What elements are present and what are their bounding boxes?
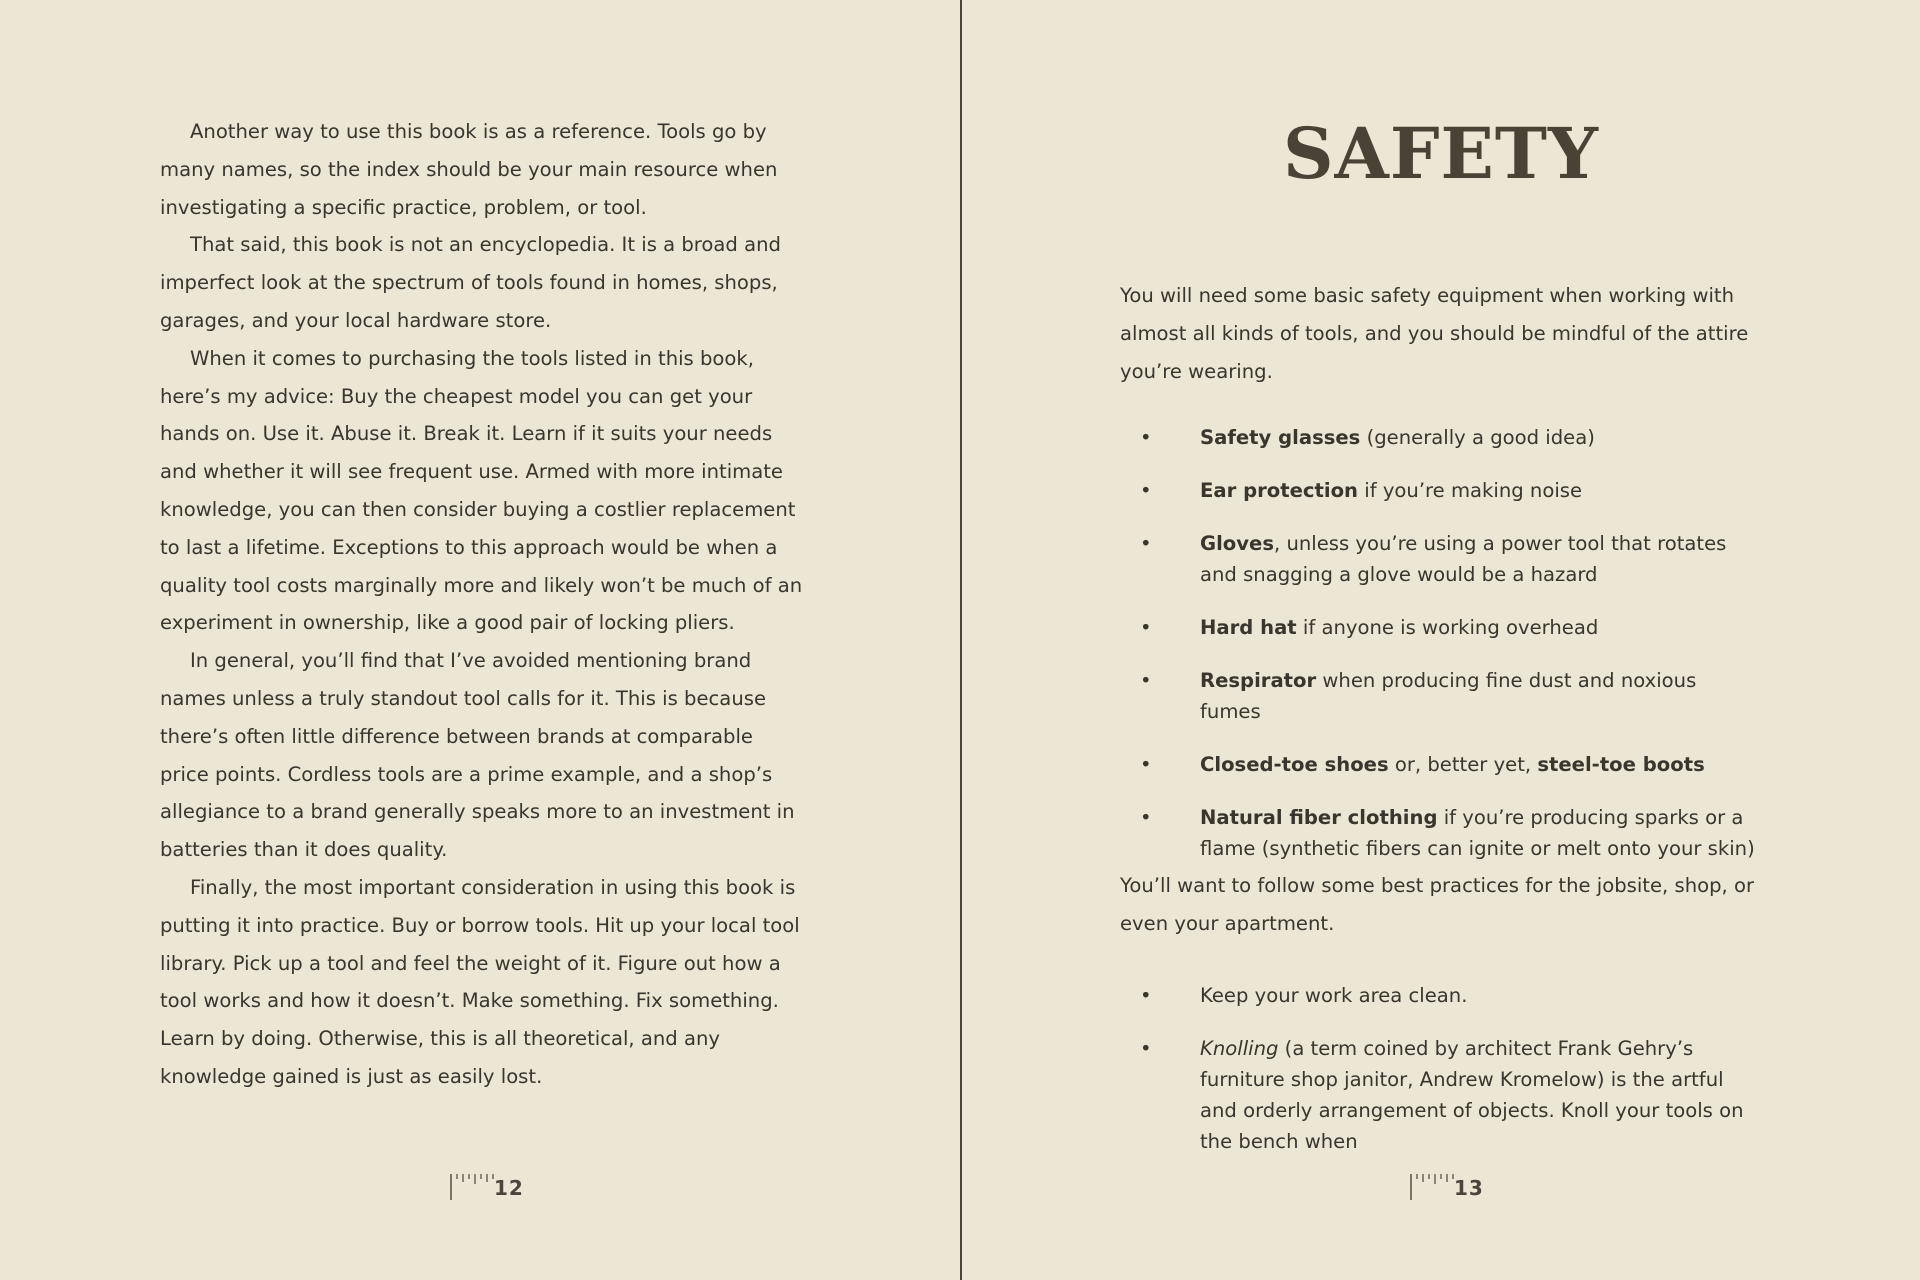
bullet-icon: • <box>1140 669 1152 692</box>
equipment-list <box>1120 422 1760 886</box>
bullet-icon: • <box>1140 616 1152 639</box>
bullet-icon: • <box>1140 426 1152 449</box>
list-item: • Ear protection if you’re making noise <box>1120 475 1760 506</box>
practices-intro: You’ll want to follow some best practices for the jobsite, shop, or even your apartment. <box>1120 874 1755 935</box>
list-item: • Safety glasses (generally a good idea) <box>1120 422 1760 453</box>
list-item: • Knolling (a term coined by architect Frank Gehry’s furniture shop janitor, Andrew Kromelow) is the artful and orderly arrangement of objects. Knoll your tools on the bench when <box>1120 1033 1760 1157</box>
bullet-icon: • <box>1140 479 1152 502</box>
list-item: • Hard hat if anyone is working overhead <box>1120 612 1760 643</box>
left-body-text <box>160 113 805 1096</box>
list-item: • Natural fiber clothing if you’re producing sparks or a flame (synthetic fibers can ignite or melt onto your skin) <box>1120 802 1760 864</box>
bullet-icon: • <box>1140 532 1152 555</box>
paragraph-practice: Finally, the most important consideration in using this book is putting it into practice. Buy or borrow tools. Hit up your local tool library. Pick up a tool and feel the weight of it. Figure out how a tool works and how it doesn’t. Make something. Fix something. Learn by doing. Otherwise, this is all theoretical, and any knowledge gained is just as easily lost. <box>160 875 800 1088</box>
bullet-icon: • <box>1140 753 1152 776</box>
bullet-icon: • <box>1140 984 1152 1007</box>
page-number: 12 <box>494 1176 524 1200</box>
list-item: • Keep your work area clean. <box>1120 980 1760 1011</box>
paragraph-reference: Another way to use this book is as a reference. Tools go by many names, so the index should be your main resource when investigating a specific practice, problem, or tool. <box>160 120 778 219</box>
page-title: SAFETY <box>1283 112 1599 195</box>
list-item: • Gloves, unless you’re using a power tool that rotates and snagging a glove would be a hazard <box>1120 528 1760 590</box>
practices-list <box>1120 980 1760 1179</box>
page-number: 13 <box>1454 1176 1484 1200</box>
paragraph-brand-names: In general, you’ll find that I’ve avoided mentioning brand names unless a truly standout tool calls for it. This is because there’s often little difference between brands at comparable price points. Cordless tools are a prime example, and a shop’s allegiance to a brand generally speaks more to an investment in batteries than it does quality. <box>160 649 795 862</box>
ruler-icon <box>1410 1172 1456 1202</box>
right-page <box>962 0 1920 1280</box>
paragraph-purchasing-advice: When it comes to purchasing the tools listed in this book, here’s my advice: Buy the cheapest model you can get your hands on. Use it. Abuse it. Break it. Learn if it suits your needs and whether it will see frequent use. Armed with more intimate knowledge, you can then consider buying a costlier replacement to last a lifetime. Exceptions to this approach would be when a quality tool costs marginally more and likely won’t be much of an experiment in ownership, like a good pair of locking pliers. <box>160 346 803 635</box>
paragraph-not-encyclopedia: That said, this book is not an encyclopedia. It is a broad and imperfect look at the spectrum of tools found in homes, shops, garages, and your local hardware store. <box>160 233 781 332</box>
safety-intro: You will need some basic safety equipment when working with almost all kinds of tools, and you should be mindful of the attire you’re wearing. <box>1120 284 1749 383</box>
bullet-icon: • <box>1140 1037 1152 1060</box>
bullet-icon: • <box>1140 806 1152 829</box>
ruler-icon <box>450 1172 496 1202</box>
list-item: • Closed-toe shoes or, better yet, steel-toe boots <box>1120 749 1760 780</box>
list-item: • Respirator when producing fine dust and noxious fumes <box>1120 665 1760 727</box>
